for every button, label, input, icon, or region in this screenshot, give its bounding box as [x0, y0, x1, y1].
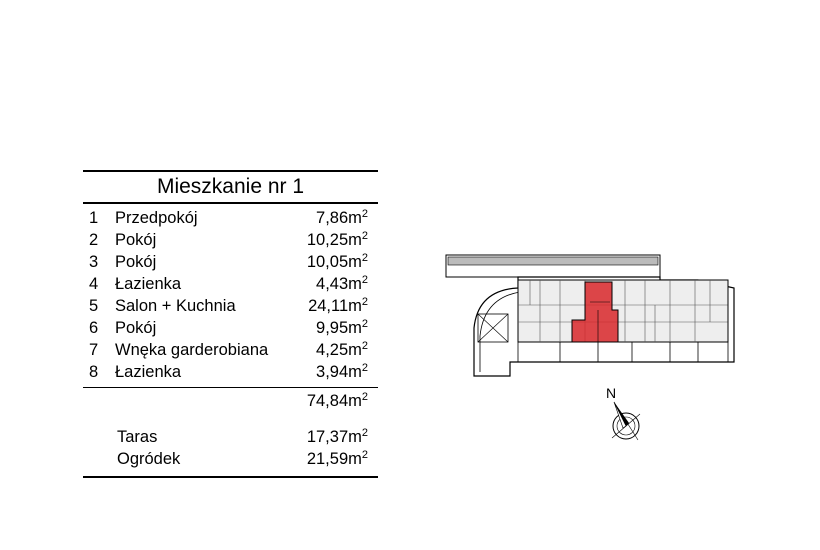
room-name: Wnęka garderobiana [115, 341, 269, 359]
apartments-block [518, 280, 728, 342]
room-row [83, 273, 378, 295]
room-number: 8 [89, 363, 99, 381]
room-name: Przedpokój [115, 209, 198, 227]
apartment-title: Mieszkanie nr 1 [156, 175, 305, 198]
room-number: 3 [89, 253, 99, 271]
room-row [83, 229, 378, 251]
room-list [83, 207, 378, 383]
outdoor-area: $21,59m^2$ [306, 449, 368, 468]
roof-hatch [448, 257, 658, 265]
room-row [83, 361, 378, 383]
north-label: N [606, 385, 617, 401]
room-area: $9,95m^2$ [316, 318, 368, 337]
room-area: $7,86m^2$ [316, 208, 368, 227]
room-number: 4 [89, 275, 99, 293]
bottom-rule [83, 476, 378, 478]
room-number: 1 [89, 209, 99, 227]
compass-rose-icon [596, 384, 652, 444]
room-row [83, 207, 378, 229]
outdoor-row [83, 426, 378, 448]
room-area: $4,25m^2$ [316, 340, 368, 359]
room-area: $10,05m^2$ [306, 252, 368, 271]
outdoor-area: $17,37m^2$ [306, 427, 368, 446]
room-area: $24,11m^2$ [308, 296, 368, 315]
title-rule [83, 202, 378, 204]
room-area: $3,94m^2$ [316, 362, 368, 381]
room-row [83, 295, 378, 317]
room-row [83, 251, 378, 273]
room-number: 2 [89, 231, 99, 249]
total-area: $74,84m^2$ [306, 391, 368, 410]
room-name: Pokój [115, 319, 157, 337]
outdoor-list [83, 426, 378, 470]
apartment-sheet [83, 170, 378, 478]
floor-plan-key [440, 250, 740, 380]
room-area: $10,25m^2$ [306, 230, 368, 249]
room-row [83, 317, 378, 339]
room-number: 6 [89, 319, 99, 337]
room-name: Łazienka [115, 275, 182, 293]
room-name: Pokój [115, 253, 157, 271]
room-area: $4,43m^2$ [316, 274, 368, 293]
room-name: Pokój [115, 231, 157, 249]
room-name: Salon + Kuchnia [115, 297, 236, 315]
room-number: 5 [89, 297, 99, 315]
outdoor-row [83, 448, 378, 470]
room-number: 7 [89, 341, 99, 359]
outdoor-name: Taras [117, 428, 158, 446]
total-row [83, 388, 378, 414]
room-row [83, 339, 378, 361]
terrace-curve [480, 292, 520, 372]
room-name: Łazienka [115, 363, 182, 381]
outdoor-name: Ogródek [117, 450, 181, 468]
